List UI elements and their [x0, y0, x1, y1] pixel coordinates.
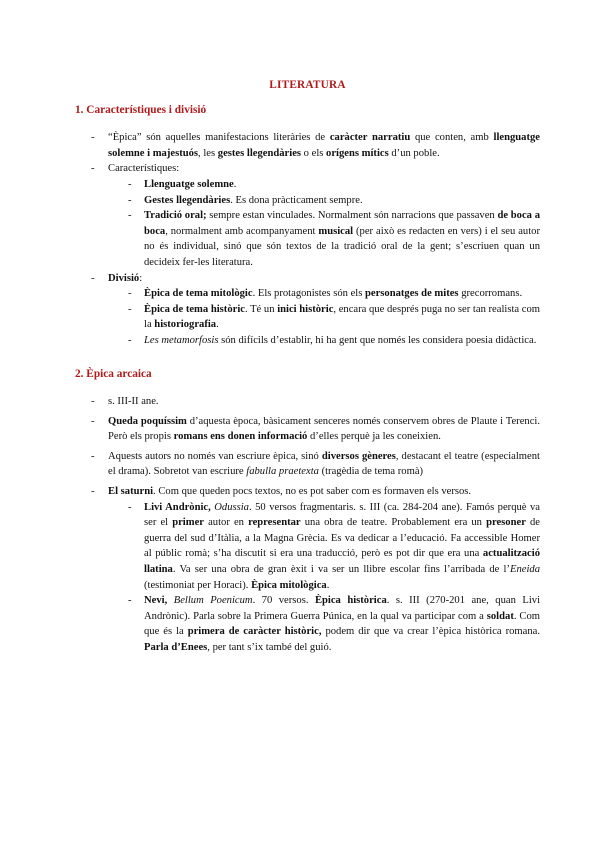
- sublist-item: - Tradició oral; sempre estan vinculades. Normalment són narracions que passaven de boca a boca, normalment amb acompanyament musical (per això es redacten en vers) i el seu autor no és individual, sinó que són textos de la tradició oral de la gent; s’escriuen quan un decideix fer-les literatura.: [128, 210, 540, 268]
- section-heading-1: 1. Característiques i divisió: [75, 103, 207, 116]
- sublist-item-livius-andronicus: - Livi Andrònic, Odussia. 50 versos fragmentaris. s. III (ca. 284-204 ane). Famós perquè va ser el primer autor en representar una obra de teatre. Probablement era un presoner de guerra del sud d’Itàlia, a la Magna Grècia. Es va dedicar a l’educació. Fa accessible Homer al públic romà; s’ha discutit si era una traducció, però es pot dir que era una actualització llatina. Va ser una obra de gran èxit i va ser un llibre escolar fins l’arribada de l’Eneida (testimoniat per Horaci). Èpica mitològica.: [128, 501, 541, 591]
- list-item-period: - s. III-II ane.: [75, 394, 540, 410]
- arrow-marker: -: [128, 595, 132, 607]
- dash-marker: -: [91, 450, 95, 462]
- sublist-item: - Èpica de tema històric. Té un inici històric, encara que després puga no ser tan realista com la historiografia.: [128, 303, 541, 331]
- arrow-marker: -: [128, 194, 132, 206]
- arrow-marker: -: [128, 501, 132, 513]
- dash-marker: -: [91, 272, 95, 284]
- list-item-genres: - Aquests autors no només van escriure èpica, sinó diversos gèneres, destacant el teatre (especialment el drama). Sobretot van escriure fabulla praetexta (tragèdia de tema romà): [91, 450, 540, 478]
- dash-marker: -: [91, 396, 95, 408]
- arrow-marker: -: [128, 178, 132, 190]
- sublist-item: - Les metamorfosis són difícils d’establir, hi ha gent que només les considera poesia didàctica.: [75, 333, 540, 349]
- dash-marker: -: [91, 132, 95, 144]
- list-item-definition: - “Èpica” són aquelles manifestacions literàries de caràcter narratiu que conten, amb llenguatge solemne i majestuós, les gestes llegendàries o els orígens mítics d’un poble.: [91, 132, 541, 159]
- sublist-item: - Gestes llegendàries. Es dona pràcticament sempre.: [75, 193, 540, 209]
- list-item-sources: - Queda poquíssim d’aquesta època, bàsicament senceres només conservem obres de Plaute i Terenci. Però els propis romans ens donen informació d’elles perquè ja les coneixien.: [91, 415, 540, 443]
- list-item-characteristics: - Característiques:: [75, 161, 540, 177]
- dash-marker: -: [91, 486, 95, 498]
- arrow-marker: -: [128, 288, 132, 300]
- section-heading-2: 2. Èpica arcaica: [75, 367, 152, 380]
- list-item-division: - Divisió:: [75, 271, 540, 287]
- dash-marker: -: [91, 415, 95, 427]
- sublist-item-naevius: - Nevi, Bellum Poenicum. 70 versos. Èpica històrica. s. III (270-201 ane, quan Livi Andrònic). Parla sobre la Primera Guerra Púnica, en la qual va participar com a soldat. Com que és la primera de caràcter històric, podem dir que va crear l’èpica històrica romana. Parla d’Enees, per tant s’ix també del guió.: [128, 595, 541, 653]
- sublist-item: - Llenguatge solemne.: [75, 177, 540, 193]
- page-title: LITERATURA: [269, 79, 346, 91]
- dash-marker: -: [91, 163, 95, 175]
- arrow-marker: -: [128, 334, 132, 346]
- arrow-marker: -: [128, 303, 132, 315]
- arrow-marker: -: [128, 210, 132, 222]
- sublist-item: - Èpica de tema mitològic. Els protagonistes són els personatges de mites grecorromans.: [75, 286, 540, 302]
- list-item-saturnian: - El saturni. Com que queden pocs textos, no es pot saber com es formaven els versos.: [75, 484, 540, 500]
